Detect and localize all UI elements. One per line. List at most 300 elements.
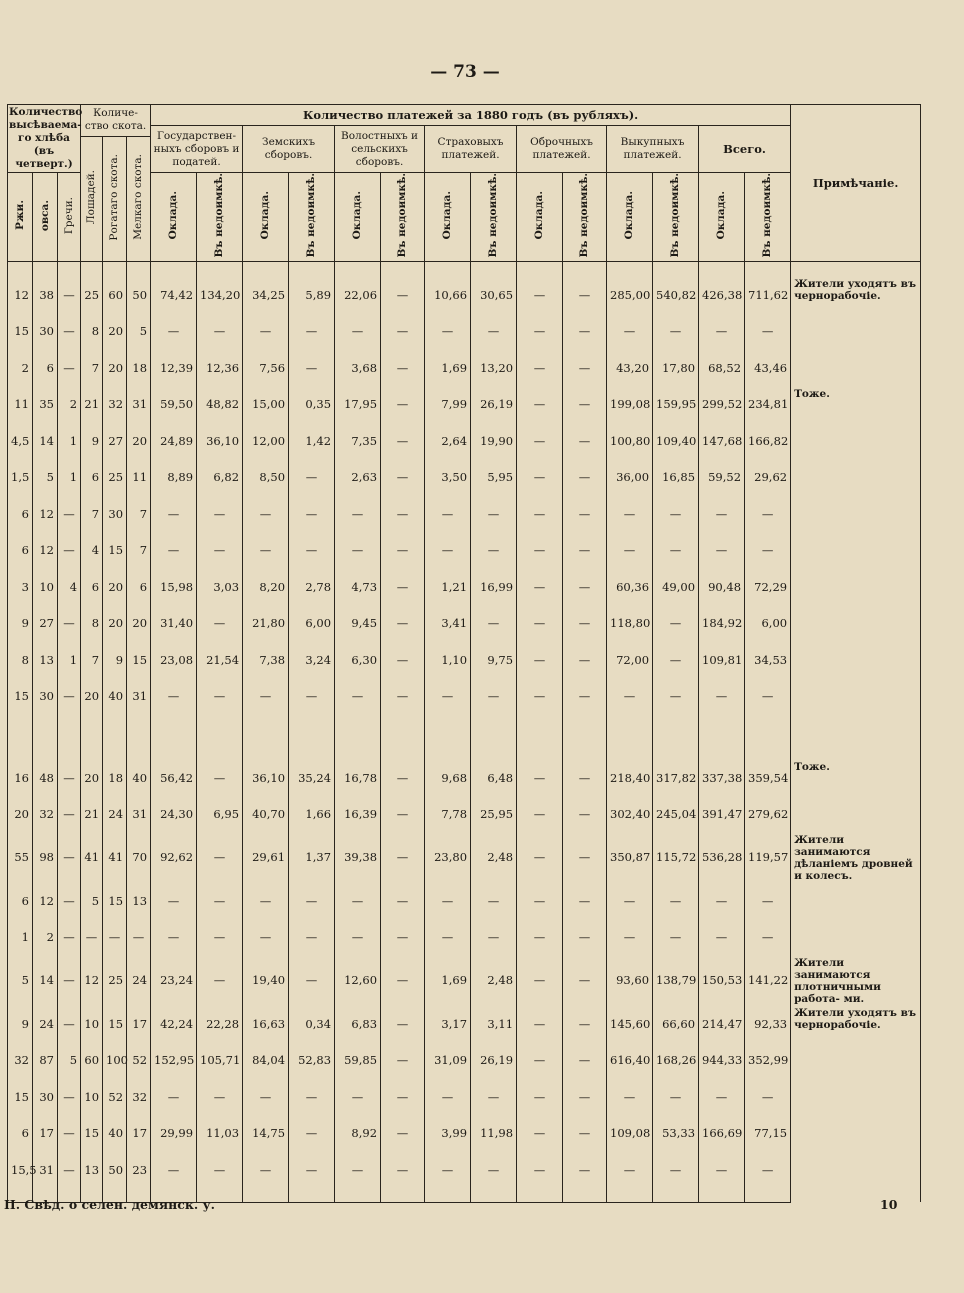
table-cell: —	[58, 759, 81, 796]
table-cell: 359,54	[745, 759, 791, 796]
table-cell: 31,40	[151, 605, 197, 642]
table-cell: 26,19	[471, 1042, 517, 1079]
table-cell: 19,40	[243, 955, 289, 1005]
table-cell: —	[58, 796, 81, 833]
table-cell: 25,95	[471, 796, 517, 833]
table-cell: —	[653, 919, 699, 956]
table-cell: 16	[8, 759, 33, 796]
table-cell: 166,69	[699, 1115, 745, 1152]
group-header: Государствен- ныхъ сборовъ и податей.	[151, 126, 243, 173]
note-cell	[791, 1115, 921, 1152]
table-cell: —	[243, 1078, 289, 1115]
footer-caption: II. Свѣд. о селен. демянск. у.	[4, 1197, 215, 1212]
table-cell: —	[58, 882, 81, 919]
table-cell: —	[563, 1078, 607, 1115]
table-cell: —	[58, 276, 81, 313]
table-cell: 1	[58, 459, 81, 496]
table-cell: —	[197, 1078, 243, 1115]
table-cell: 13	[81, 1151, 103, 1188]
table-cell: 84,04	[243, 1042, 289, 1079]
table-row	[8, 276, 921, 313]
table-cell: 24,30	[151, 796, 197, 833]
table-cell: 59,50	[151, 386, 197, 423]
table-cell: —	[563, 349, 607, 386]
sub-header-arrears: Въ недоимкѣ.	[289, 173, 335, 262]
table-cell: 141,22	[745, 955, 791, 1005]
table-cell: —	[243, 678, 289, 715]
table-row	[8, 532, 921, 569]
group-header: Волостныхъ и сельскихъ сборовъ.	[335, 126, 425, 173]
table-cell: —	[517, 1042, 563, 1079]
table-cell: 29,61	[243, 832, 289, 882]
table-cell: —	[425, 919, 471, 956]
table-cell: —	[563, 832, 607, 882]
table-cell: 59,52	[699, 459, 745, 496]
table-cell: —	[653, 532, 699, 569]
table-cell: 199,08	[607, 386, 653, 423]
footer-sheet-number: 10	[880, 1197, 898, 1212]
table-cell: —	[151, 313, 197, 350]
table-row	[8, 955, 921, 1005]
table-cell: —	[563, 796, 607, 833]
table-cell: 72,29	[745, 568, 791, 605]
table-cell: 7,38	[243, 641, 289, 678]
table-cell: 20	[103, 568, 127, 605]
table-cell: 0,35	[289, 386, 335, 423]
table-cell: —	[243, 532, 289, 569]
table-cell: —	[197, 313, 243, 350]
table-cell: 50	[103, 1151, 127, 1188]
table-cell: 9	[103, 641, 127, 678]
table-cell: 9,45	[335, 605, 381, 642]
table-cell: —	[563, 532, 607, 569]
table-cell: —	[58, 1151, 81, 1188]
table-row	[8, 641, 921, 678]
table-cell: —	[58, 532, 81, 569]
table-cell: 184,92	[699, 605, 745, 642]
table-cell: 7	[81, 641, 103, 678]
table-cell: —	[289, 313, 335, 350]
table-cell: —	[151, 532, 197, 569]
table-cell: 1,21	[425, 568, 471, 605]
table-cell: 6,30	[335, 641, 381, 678]
table-cell: 60	[81, 1042, 103, 1079]
table-cell: 4,73	[335, 568, 381, 605]
table-cell: 16,99	[471, 568, 517, 605]
table-cell: 15,98	[151, 568, 197, 605]
table-cell: 14	[33, 422, 58, 459]
table-cell: 8,20	[243, 568, 289, 605]
table-cell: 15	[103, 882, 127, 919]
table-row	[8, 678, 921, 715]
table-cell: 21	[81, 386, 103, 423]
table-cell: —	[381, 495, 425, 532]
table-cell: 15	[8, 678, 33, 715]
note-cell: Тоже.	[791, 759, 921, 796]
table-cell: —	[151, 919, 197, 956]
table-cell: 150,53	[699, 955, 745, 1005]
table-cell: —	[699, 1151, 745, 1188]
table-cell: —	[563, 605, 607, 642]
table-cell: —	[517, 495, 563, 532]
table-cell: —	[517, 1151, 563, 1188]
table-cell: —	[517, 759, 563, 796]
table-cell: 20	[103, 313, 127, 350]
table-cell: 90,48	[699, 568, 745, 605]
table-row	[8, 1151, 921, 1188]
table-cell: 317,82	[653, 759, 699, 796]
table-cell: —	[745, 1151, 791, 1188]
table-cell: —	[243, 919, 289, 956]
table-cell: 15	[8, 313, 33, 350]
table-cell: —	[471, 919, 517, 956]
table-cell: 218,40	[607, 759, 653, 796]
table-cell: 3	[8, 568, 33, 605]
table-cell: 145,60	[607, 1005, 653, 1042]
table-cell: 1	[58, 641, 81, 678]
table-cell: 92,33	[745, 1005, 791, 1042]
table-cell: 49,00	[653, 568, 699, 605]
table-cell: 15,00	[243, 386, 289, 423]
table-cell: —	[335, 882, 381, 919]
table-cell: —	[607, 532, 653, 569]
table-cell: 26,19	[471, 386, 517, 423]
note-cell	[791, 605, 921, 642]
table-cell: 30	[33, 678, 58, 715]
table-row	[8, 759, 921, 796]
table-row	[8, 568, 921, 605]
table-cell: —	[289, 919, 335, 956]
table-cell: 7	[81, 495, 103, 532]
table-cell: 10,66	[425, 276, 471, 313]
table-cell: —	[471, 678, 517, 715]
table-cell: 9	[81, 422, 103, 459]
table-cell: 1,10	[425, 641, 471, 678]
note-cell	[791, 1042, 921, 1079]
table-cell: —	[517, 532, 563, 569]
sub-header-arrears: Въ недоимкѣ.	[381, 173, 425, 262]
table-cell: 1,37	[289, 832, 335, 882]
table-cell: 11,03	[197, 1115, 243, 1152]
table-cell: —	[699, 1078, 745, 1115]
table-cell: 9	[8, 1005, 33, 1042]
table-cell: 8	[8, 641, 33, 678]
table-cell: 16,39	[335, 796, 381, 833]
table-cell: —	[471, 495, 517, 532]
table-cell: —	[745, 495, 791, 532]
table-cell: 17	[33, 1115, 58, 1152]
table-cell: —	[471, 1078, 517, 1115]
table-cell: 616,40	[607, 1042, 653, 1079]
table-cell: 50	[127, 276, 151, 313]
table-cell: 27	[103, 422, 127, 459]
table-cell: 3,68	[335, 349, 381, 386]
table-cell: —	[335, 678, 381, 715]
table-cell: 23,80	[425, 832, 471, 882]
grain-header: Количество высѣваема- го хлѣба (въ четверт.)	[8, 105, 81, 173]
table-cell: 109,81	[699, 641, 745, 678]
table-cell: 29,99	[151, 1115, 197, 1152]
note-cell	[791, 459, 921, 496]
table-cell: —	[381, 386, 425, 423]
table-cell: —	[58, 349, 81, 386]
table-cell: —	[745, 532, 791, 569]
table-cell: —	[197, 832, 243, 882]
table-cell: 74,42	[151, 276, 197, 313]
table-cell: —	[563, 882, 607, 919]
table-cell: 15	[103, 532, 127, 569]
table-cell: —	[563, 641, 607, 678]
table-cell: —	[517, 678, 563, 715]
table-cell: 11	[127, 459, 151, 496]
table-cell: —	[517, 882, 563, 919]
table-cell: 7,56	[243, 349, 289, 386]
table-cell: 3,99	[425, 1115, 471, 1152]
note-cell	[791, 796, 921, 833]
table-cell: 2,48	[471, 955, 517, 1005]
table-cell: —	[745, 313, 791, 350]
table-cell: —	[81, 919, 103, 956]
note-cell	[791, 349, 921, 386]
table-cell: 159,95	[653, 386, 699, 423]
table-cell: —	[289, 882, 335, 919]
sub-header-arrears: Въ недоимкѣ.	[745, 173, 791, 262]
table-cell: 6,83	[335, 1005, 381, 1042]
table-cell: —	[425, 495, 471, 532]
table-cell: —	[381, 422, 425, 459]
table-cell: 2,63	[335, 459, 381, 496]
table-cell: 39,38	[335, 832, 381, 882]
table-cell: 944,33	[699, 1042, 745, 1079]
table-cell: 35	[33, 386, 58, 423]
table-cell: 7	[81, 349, 103, 386]
table-cell: 29,62	[745, 459, 791, 496]
table-cell: —	[653, 495, 699, 532]
table-cell: —	[289, 955, 335, 1005]
table-cell: 391,47	[699, 796, 745, 833]
table-cell: 13	[33, 641, 58, 678]
table-cell: 3,11	[471, 1005, 517, 1042]
table-row	[8, 386, 921, 423]
table-cell: 34,25	[243, 276, 289, 313]
table-cell: —	[699, 532, 745, 569]
table-cell: —	[127, 919, 151, 956]
table-cell: —	[335, 532, 381, 569]
table-cell: —	[607, 495, 653, 532]
table-cell: 52,83	[289, 1042, 335, 1079]
table-row	[8, 349, 921, 386]
table-cell: 115,72	[653, 832, 699, 882]
table-cell: —	[381, 1042, 425, 1079]
table-cell: —	[517, 605, 563, 642]
table-cell: —	[381, 1151, 425, 1188]
group-header: Выкупныхъ платежей.	[607, 126, 699, 173]
table-cell: 30	[103, 495, 127, 532]
table-cell: —	[58, 495, 81, 532]
table-cell: —	[243, 495, 289, 532]
table-cell: —	[563, 1005, 607, 1042]
table-cell: 5	[58, 1042, 81, 1079]
table-cell: 20	[127, 605, 151, 642]
table-cell: —	[289, 532, 335, 569]
table-cell: —	[653, 641, 699, 678]
table-cell: 7,99	[425, 386, 471, 423]
table-cell: 9,68	[425, 759, 471, 796]
table-cell: 100	[103, 1042, 127, 1079]
table-cell: —	[289, 349, 335, 386]
table-cell: —	[289, 1078, 335, 1115]
sub-header-arrears: Въ недоимкѣ.	[197, 173, 243, 262]
table-cell: 3,50	[425, 459, 471, 496]
table-cell: 48	[33, 759, 58, 796]
table-cell: 72,00	[607, 641, 653, 678]
table-cell: 25	[81, 276, 103, 313]
table-cell: —	[381, 955, 425, 1005]
table-cell: 166,82	[745, 422, 791, 459]
table-cell: 352,99	[745, 1042, 791, 1079]
table-cell: 31	[127, 386, 151, 423]
table-cell: —	[381, 532, 425, 569]
table-cell: 34,53	[745, 641, 791, 678]
table-cell: —	[653, 1151, 699, 1188]
table-cell: —	[58, 919, 81, 956]
table-cell: 2,78	[289, 568, 335, 605]
table-cell: —	[517, 276, 563, 313]
cattle-col-header: Мелкаго скота.	[127, 136, 151, 262]
table-cell: —	[243, 313, 289, 350]
table-cell: —	[381, 641, 425, 678]
note-cell	[791, 641, 921, 678]
note-cell	[791, 678, 921, 715]
table-cell: 8	[81, 313, 103, 350]
table-cell: —	[381, 796, 425, 833]
table-row	[8, 495, 921, 532]
table-cell: —	[699, 495, 745, 532]
table-cell: 8,50	[243, 459, 289, 496]
cattle-col-header: Рогатаго скота.	[103, 136, 127, 262]
note-header: Примѣчаніе.	[791, 105, 921, 262]
table-cell: 5,95	[471, 459, 517, 496]
sub-header-assessed: Оклада.	[335, 173, 381, 262]
table-cell: 32	[127, 1078, 151, 1115]
table-cell: 52	[127, 1042, 151, 1079]
table-cell: 20	[8, 796, 33, 833]
table-cell: 4	[81, 532, 103, 569]
table-cell: —	[745, 882, 791, 919]
table-cell: —	[151, 495, 197, 532]
table-cell: 11,98	[471, 1115, 517, 1152]
table-cell: —	[58, 1005, 81, 1042]
table-cell: 55	[8, 832, 33, 882]
table-cell: —	[197, 1151, 243, 1188]
table-cell: 23,24	[151, 955, 197, 1005]
note-cell	[791, 422, 921, 459]
cattle-header: Количе- ство скота.	[81, 105, 151, 137]
table-cell: 5	[8, 955, 33, 1005]
table-cell: 27	[33, 605, 58, 642]
table-cell: 1,66	[289, 796, 335, 833]
table-cell: —	[471, 1151, 517, 1188]
table-cell: —	[563, 1042, 607, 1079]
table-cell: —	[563, 276, 607, 313]
table-cell: 30,65	[471, 276, 517, 313]
table-cell: 536,28	[699, 832, 745, 882]
table-cell: —	[517, 919, 563, 956]
table-cell: 5	[33, 459, 58, 496]
table-body	[8, 262, 921, 1203]
table-cell: —	[289, 1151, 335, 1188]
table-cell: 8	[81, 605, 103, 642]
table-cell: 21,80	[243, 605, 289, 642]
table-cell: 1	[8, 919, 33, 956]
note-cell	[791, 882, 921, 919]
table-cell: 105,71	[197, 1042, 243, 1079]
table-cell: —	[517, 313, 563, 350]
table-cell: 31,09	[425, 1042, 471, 1079]
table-cell: —	[381, 1005, 425, 1042]
table-cell: —	[381, 1078, 425, 1115]
table-cell: —	[381, 919, 425, 956]
table-cell: 10	[81, 1005, 103, 1042]
table-cell: —	[425, 882, 471, 919]
table-row	[8, 313, 921, 350]
table-cell: —	[607, 678, 653, 715]
table-row	[8, 1078, 921, 1115]
table-cell: —	[517, 832, 563, 882]
table-row	[8, 1005, 921, 1042]
table-cell: —	[745, 678, 791, 715]
table-cell: 7,35	[335, 422, 381, 459]
table-cell: 32	[33, 796, 58, 833]
table-cell: 7	[127, 495, 151, 532]
table-cell: 279,62	[745, 796, 791, 833]
table-cell: —	[425, 532, 471, 569]
table-cell: —	[58, 1078, 81, 1115]
table-cell: —	[335, 1151, 381, 1188]
table-row	[8, 605, 921, 642]
sub-header-assessed: Оклада.	[607, 173, 653, 262]
table-cell: —	[607, 1078, 653, 1115]
table-cell: 109,40	[653, 422, 699, 459]
note-cell: Жители занимаются плотничными работа- ми.	[791, 955, 921, 1005]
table-cell: 3,17	[425, 1005, 471, 1042]
payments-header: Количество платежей за 1880 годъ (въ рубляхъ).	[151, 105, 791, 126]
table-cell: 12	[33, 532, 58, 569]
table-cell: —	[381, 568, 425, 605]
table-cell: 36,10	[197, 422, 243, 459]
table-cell: —	[197, 678, 243, 715]
table-cell: —	[425, 1151, 471, 1188]
table-row	[8, 422, 921, 459]
table-cell: 6	[8, 532, 33, 569]
table-cell: —	[563, 919, 607, 956]
table-cell: 4,5	[8, 422, 33, 459]
table-cell: 66,60	[653, 1005, 699, 1042]
table-cell: 70	[127, 832, 151, 882]
table-cell: —	[517, 1078, 563, 1115]
table-cell: 2	[8, 349, 33, 386]
table-cell: —	[563, 568, 607, 605]
table-cell: 53,33	[653, 1115, 699, 1152]
table-cell: 40	[103, 1115, 127, 1152]
note-cell	[791, 1078, 921, 1115]
table-row	[8, 796, 921, 833]
table-cell: 6,00	[289, 605, 335, 642]
note-cell	[791, 1151, 921, 1188]
table-cell: —	[197, 882, 243, 919]
table-cell: 11	[8, 386, 33, 423]
table-cell: 22,06	[335, 276, 381, 313]
